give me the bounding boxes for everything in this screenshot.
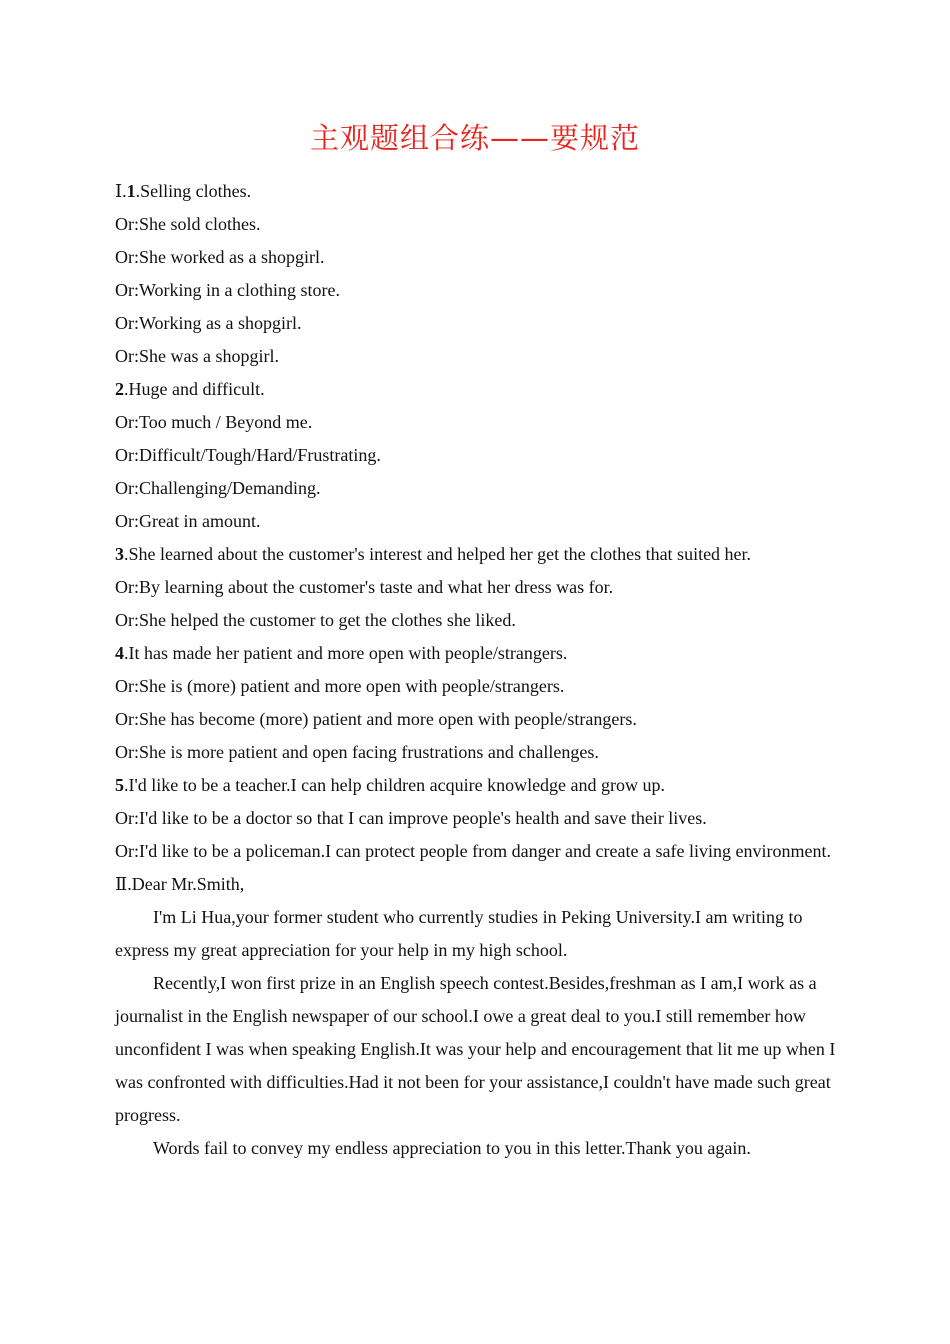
- q2-alt-answer: Or:Great in amount.: [115, 511, 261, 531]
- section2-numeral: Ⅱ: [115, 874, 128, 895]
- q1-alt-answer: Or:Working in a clothing store.: [115, 280, 341, 300]
- q4-answer: 4.It has made her patient and more open with people/strangers.: [115, 643, 568, 663]
- q3-number: 3: [115, 544, 124, 564]
- q5-first-answer: I'd like to be a teacher.I can help children acquire knowledge and grow up.: [128, 775, 666, 795]
- q2-alt-answer: Or:Too much / Beyond me.: [115, 412, 313, 432]
- q4-number: 4: [115, 643, 124, 663]
- q2-number: 2: [115, 379, 124, 399]
- q5-number: 5: [115, 775, 124, 795]
- q1-answer: Ⅰ.1.Selling clothes.: [115, 181, 252, 202]
- q1-first-answer: Selling clothes.: [140, 181, 252, 201]
- q3-alt-answer: Or:She helped the customer to get the clothes she liked.: [115, 610, 516, 630]
- q3-alt-answer: Or:By learning about the customer's taste and what her dress was for.: [115, 577, 614, 597]
- q1-alt-answer: Or:Working as a shopgirl.: [115, 313, 302, 333]
- letter-paragraph: Recently,I won first prize in an English speech contest.Besides,freshman as I am,I work as a journalist in the English newspaper of our school.I owe a great deal to you.I still remember how unconfident I was when speaking English.It was your help and encouragement that lit me up when I was confronted with difficulties.Had it not been for your assistance,I couldn't have made such great progress.: [115, 973, 836, 1125]
- q4-first-answer: It has made her patient and more open with people/strangers.: [128, 643, 568, 663]
- q5-answer: 5.I'd like to be a teacher.I can help children acquire knowledge and grow up.: [115, 775, 666, 795]
- q2-first-answer: Huge and difficult.: [128, 379, 265, 399]
- q1-alt-answer: Or:She worked as a shopgirl.: [115, 247, 325, 267]
- q2-answer: 2.Huge and difficult.: [115, 379, 265, 399]
- letter-paragraph: Words fail to convey my endless appreciation to you in this letter.Thank you again.: [153, 1138, 751, 1158]
- page-title: 主观题组合练——要规范: [309, 121, 640, 155]
- q5-alt-answer: Or:I'd like to be a policeman.I can protect people from danger and create a safe living environment.: [115, 841, 831, 861]
- q5-alt-answer: Or:I'd like to be a doctor so that I can improve people's health and save their lives.: [115, 808, 707, 828]
- greeting-text: Dear Mr.Smith,: [131, 874, 245, 894]
- q2-alt-answer: Or:Challenging/Demanding.: [115, 478, 321, 498]
- letter-paragraph: I'm Li Hua,your former student who currently studies in Peking University.I am writing to express my great appreciation for your help in my high school.: [115, 907, 803, 960]
- q3-first-answer: She learned about the customer's interest and helped her get the clothes that suited her.: [128, 544, 752, 564]
- q3-answer: 3.She learned about the customer's interest and helped her get the clothes that suited her.: [115, 544, 752, 564]
- section1-numeral: Ⅰ: [115, 181, 123, 202]
- q1-number: 1: [126, 181, 136, 201]
- answer-content: [115, 175, 845, 1165]
- q2-alt-answer: Or:Difficult/Tough/Hard/Frustrating.: [115, 445, 381, 465]
- q1-alt-answer: Or:She sold clothes.: [115, 214, 261, 234]
- letter-greeting: Ⅱ.Dear Mr.Smith,: [115, 874, 245, 895]
- q4-alt-answer: Or:She has become (more) patient and more open with people/strangers.: [115, 709, 637, 729]
- q4-alt-answer: Or:She is (more) patient and more open with people/strangers.: [115, 676, 565, 696]
- q4-alt-answer: Or:She is more patient and open facing frustrations and challenges.: [115, 742, 599, 762]
- q1-alt-answer: Or:She was a shopgirl.: [115, 346, 279, 366]
